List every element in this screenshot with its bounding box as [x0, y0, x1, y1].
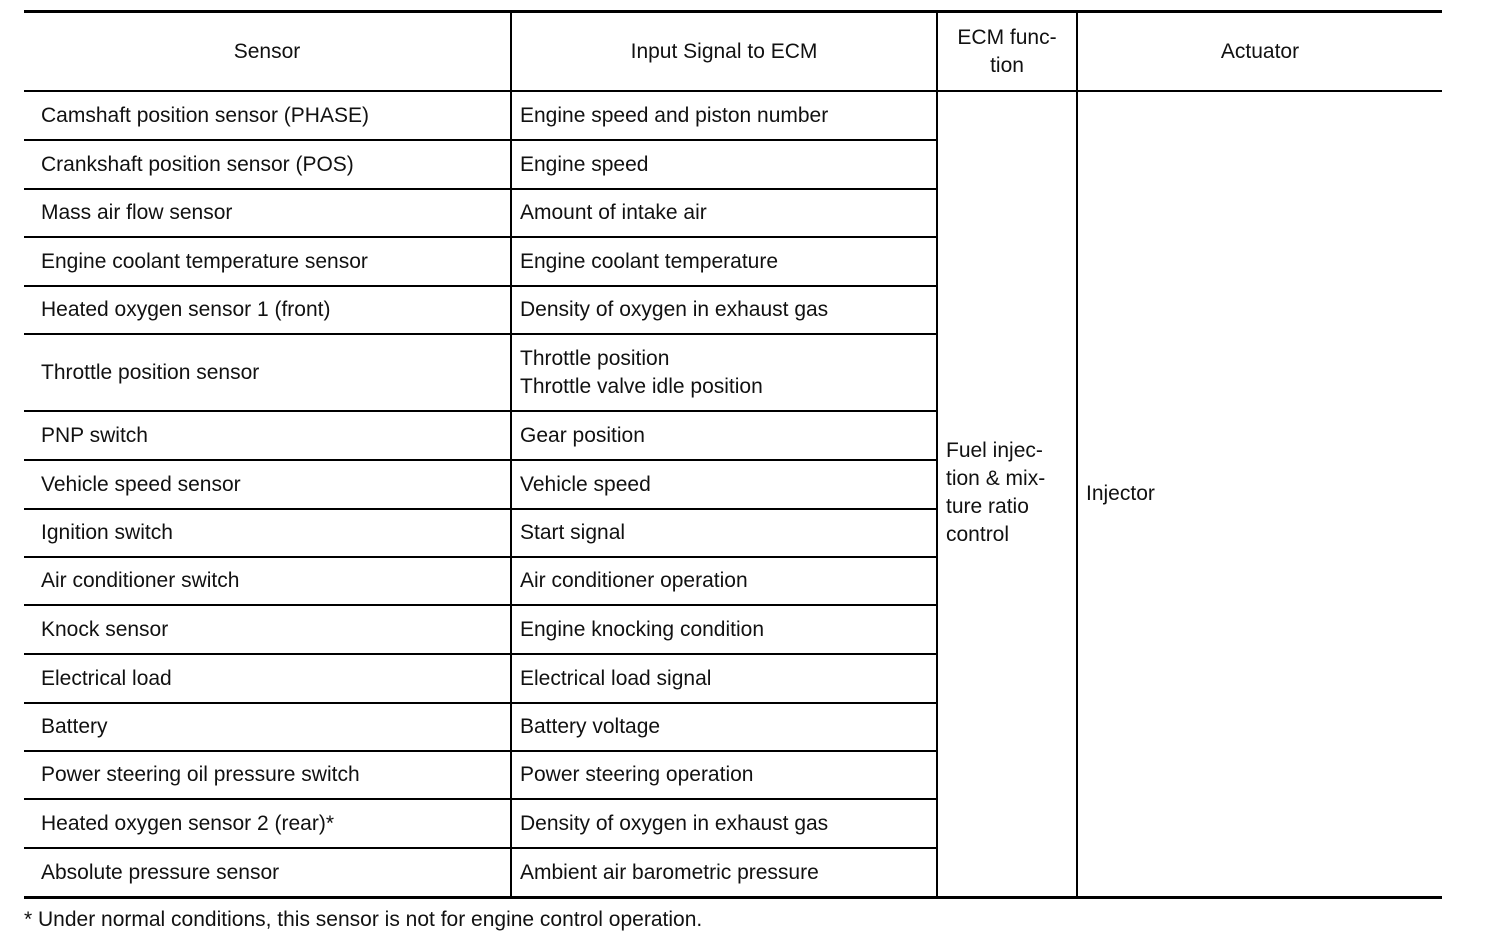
column-divider [1076, 13, 1078, 896]
column-divider [510, 13, 512, 896]
sensor-cell: Knock sensor [41, 617, 169, 641]
sensor-cell: Heated oxygen sensor 1 (front) [41, 298, 331, 321]
signal-cell: Density of oxygen in exhaust gas [520, 298, 829, 321]
column-divider [936, 13, 938, 896]
signal-cell: Engine speed [520, 152, 649, 176]
signal-cell: Throttle position Throttle valve idle position [520, 346, 763, 398]
sensor-cell: Engine coolant temperature sensor [41, 249, 368, 273]
sensor-cell: Crankshaft position sensor (POS) [41, 152, 354, 176]
ecm-function-cell: Fuel injec- tion & mix- ture ratio control [946, 439, 1046, 546]
signal-cell: Engine coolant temperature [520, 249, 778, 273]
signal-cell: Engine speed and piston number [520, 103, 829, 127]
header-input-signal: Input Signal to ECM [630, 39, 818, 63]
signal-cell: Air conditioner operation [520, 569, 748, 592]
signal-cell: Density of oxygen in exhaust gas [520, 811, 829, 835]
signal-cell: Electrical load signal [520, 666, 712, 690]
sensor-cell: Vehicle speed sensor [41, 472, 241, 496]
header-actuator: Actuator [1220, 39, 1300, 63]
header-sensor: Sensor [233, 39, 301, 63]
signal-cell: Vehicle speed [520, 472, 651, 496]
sensor-cell: Absolute pressure sensor [41, 860, 280, 884]
table-footnote: * Under normal conditions, this sensor is not for engine control operation. [24, 908, 703, 931]
sensor-cell: Air conditioner switch [41, 569, 240, 592]
sensor-cell: Electrical load [41, 666, 172, 690]
signal-cell: Ambient air barometric pressure [520, 860, 819, 884]
sensor-cell: Battery [41, 715, 108, 738]
signal-cell: Gear position [520, 423, 645, 447]
header-ecm-function: ECM func- tion [957, 25, 1057, 77]
signal-cell: Amount of intake air [520, 201, 707, 224]
actuator-cell: Injector [1086, 482, 1155, 505]
signal-cell: Engine knocking condition [520, 617, 765, 641]
sensor-cell: PNP switch [41, 423, 148, 447]
table-bottom-rule [24, 896, 1442, 899]
sensor-cell: Heated oxygen sensor 2 (rear)* [41, 811, 334, 835]
sensor-cell: Power steering oil pressure switch [41, 763, 360, 786]
signal-cell: Power steering operation [520, 763, 754, 786]
sensor-cell: Camshaft position sensor (PHASE) [41, 103, 369, 127]
sensor-cell: Throttle position sensor [41, 360, 260, 384]
sensor-cell: Mass air flow sensor [41, 201, 233, 224]
signal-cell: Battery voltage [520, 715, 661, 738]
signal-cell: Start signal [520, 521, 626, 544]
sensor-cell: Ignition switch [41, 521, 173, 544]
